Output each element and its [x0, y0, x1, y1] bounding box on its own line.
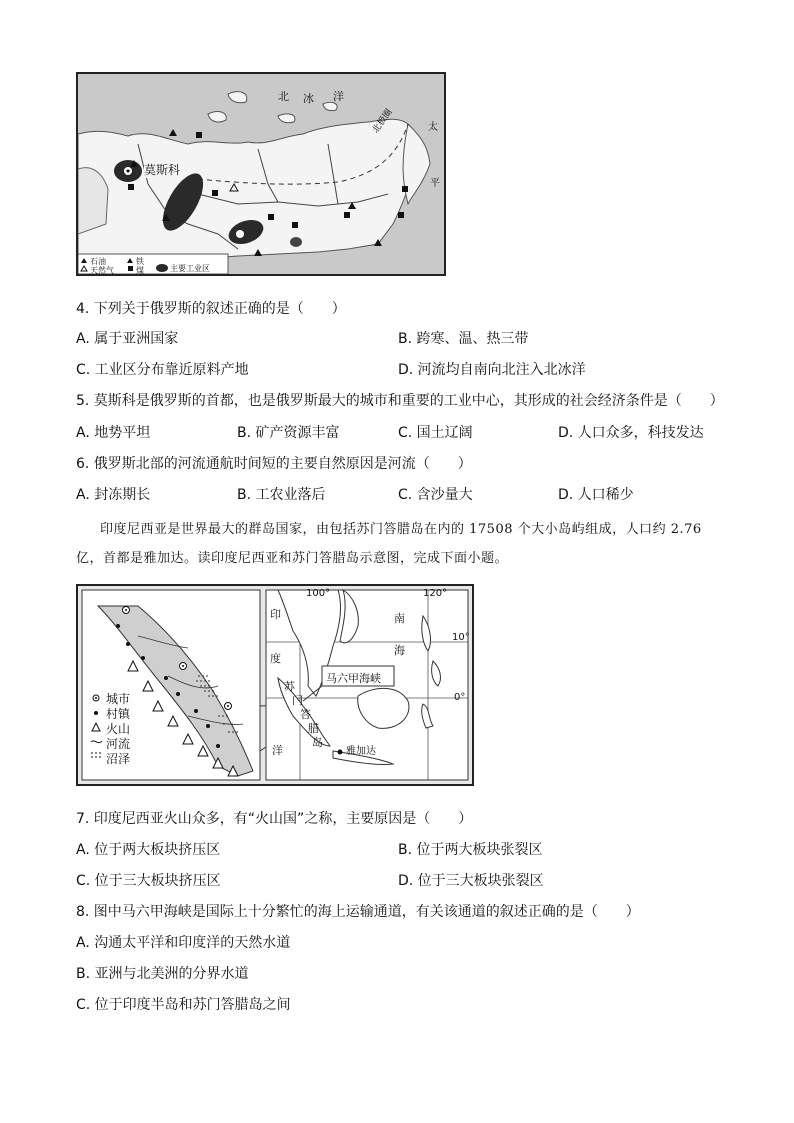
legend-coal: 煤 [136, 266, 144, 275]
q5-stem: 5. 莫斯科是俄罗斯的首都，也是俄罗斯最大的城市和重要的工业中心，其形成的社会经济条件是（ ） [76, 393, 724, 409]
lat-10-label: 10° [452, 632, 470, 643]
legend-gas: 天然气 [90, 266, 114, 275]
q4-option-d: D. 河流均自南向北注入北冰洋 [398, 362, 586, 378]
q7-option-b: B. 位于两大板块张裂区 [398, 842, 543, 858]
q5-option-d: D. 人口众多，科技发达 [558, 425, 704, 441]
label-da: 答 [300, 708, 311, 721]
q5-option-a: A. 地势平坦 [76, 425, 151, 441]
q4-option-a: A. 属于亚洲国家 [76, 331, 179, 347]
q5-option-c: C. 国土辽阔 [398, 425, 473, 441]
q6-option-a: A. 封冻期长 [76, 487, 151, 503]
label-men: 门 [292, 694, 303, 707]
lat-0-label: 0° [454, 692, 466, 703]
arctic-label-3: 洋 [333, 90, 344, 103]
label-nan: 南 [394, 612, 405, 625]
q4-stem: 4. 下列关于俄罗斯的叙述正确的是（ ） [76, 301, 346, 317]
q4-option-b: B. 跨寒、温、热三带 [398, 331, 529, 347]
russia-map-drawing [78, 74, 444, 274]
arctic-circle-label: 北极圈 [370, 107, 395, 136]
q4-option-c: C. 工业区分布靠近原料产地 [76, 362, 249, 378]
legend-oil: 石油 [90, 257, 106, 266]
pacific-label-1: 太 [428, 122, 438, 133]
legend-volcano: 火山 [106, 722, 131, 736]
legend-town: 村镇 [106, 707, 131, 721]
arctic-label-1: 北 [278, 90, 289, 103]
legend-industrial: 主要工业区 [170, 264, 210, 273]
q6-stem: 6. 俄罗斯北部的河流通航时间短的主要自然原因是河流（ ） [76, 456, 472, 472]
arctic-label-2: 冰 [303, 92, 314, 105]
q6-option-b: B. 工农业落后 [237, 487, 326, 503]
malacca-strait-label: 马六甲海峡 [326, 672, 381, 685]
passage-line-1: 印度尼西亚是世界最大的群岛国家，由包括苏门答腊岛在内的 17508 个大小岛屿组成，人口约 2.76 [100, 522, 702, 537]
moscow-label: 莫斯科 [144, 163, 181, 177]
legend-swamp: 沼泽 [106, 752, 131, 766]
q6-option-d: D. 人口稀少 [558, 487, 634, 503]
pacific-label-2: 平 [430, 178, 440, 189]
label-du: 度 [270, 652, 281, 665]
russia-map [76, 72, 446, 276]
indonesia-map [76, 584, 474, 786]
legend-iron: 铁 [136, 257, 144, 266]
passage-line-2: 亿，首都是雅加达。读印度尼西亚和苏门答腊岛示意图，完成下面小题。 [76, 551, 509, 566]
lon-100-label: 100° [306, 588, 331, 599]
label-la: 腊 [308, 722, 319, 735]
label-su: 苏 [284, 680, 295, 693]
q8-stem: 8. 图中马六甲海峡是国际上十分繁忙的海上运输通道，有关该通道的叙述正确的是（ ） [76, 904, 640, 920]
q8-option-a: A. 沟通太平洋和印度洋的天然水道 [76, 935, 291, 951]
legend-city: 城市 [106, 692, 131, 706]
legend-river: 河流 [106, 737, 131, 751]
label-hai: 海 [394, 644, 405, 657]
q7-option-c: C. 位于三大板块挤压区 [76, 873, 221, 889]
q7-option-a: A. 位于两大板块挤压区 [76, 842, 221, 858]
q7-stem: 7. 印度尼西亚火山众多，有“火山国”之称，主要原因是（ ） [76, 811, 473, 827]
q5-option-b: B. 矿产资源丰富 [237, 425, 340, 441]
q8-option-b: B. 亚洲与北美洲的分界水道 [76, 966, 249, 982]
label-yin: 印 [270, 608, 281, 621]
lon-120-label: 120° [423, 588, 448, 599]
q7-option-d: D. 位于三大板块张裂区 [398, 873, 544, 889]
label-dao: 岛 [312, 736, 323, 749]
label-yang: 洋 [272, 744, 283, 757]
q8-option-c: C. 位于印度半岛和苏门答腊岛之间 [76, 997, 291, 1013]
q6-option-c: C. 含沙量大 [398, 487, 473, 503]
jakarta-label: 雅加达 [346, 746, 376, 757]
